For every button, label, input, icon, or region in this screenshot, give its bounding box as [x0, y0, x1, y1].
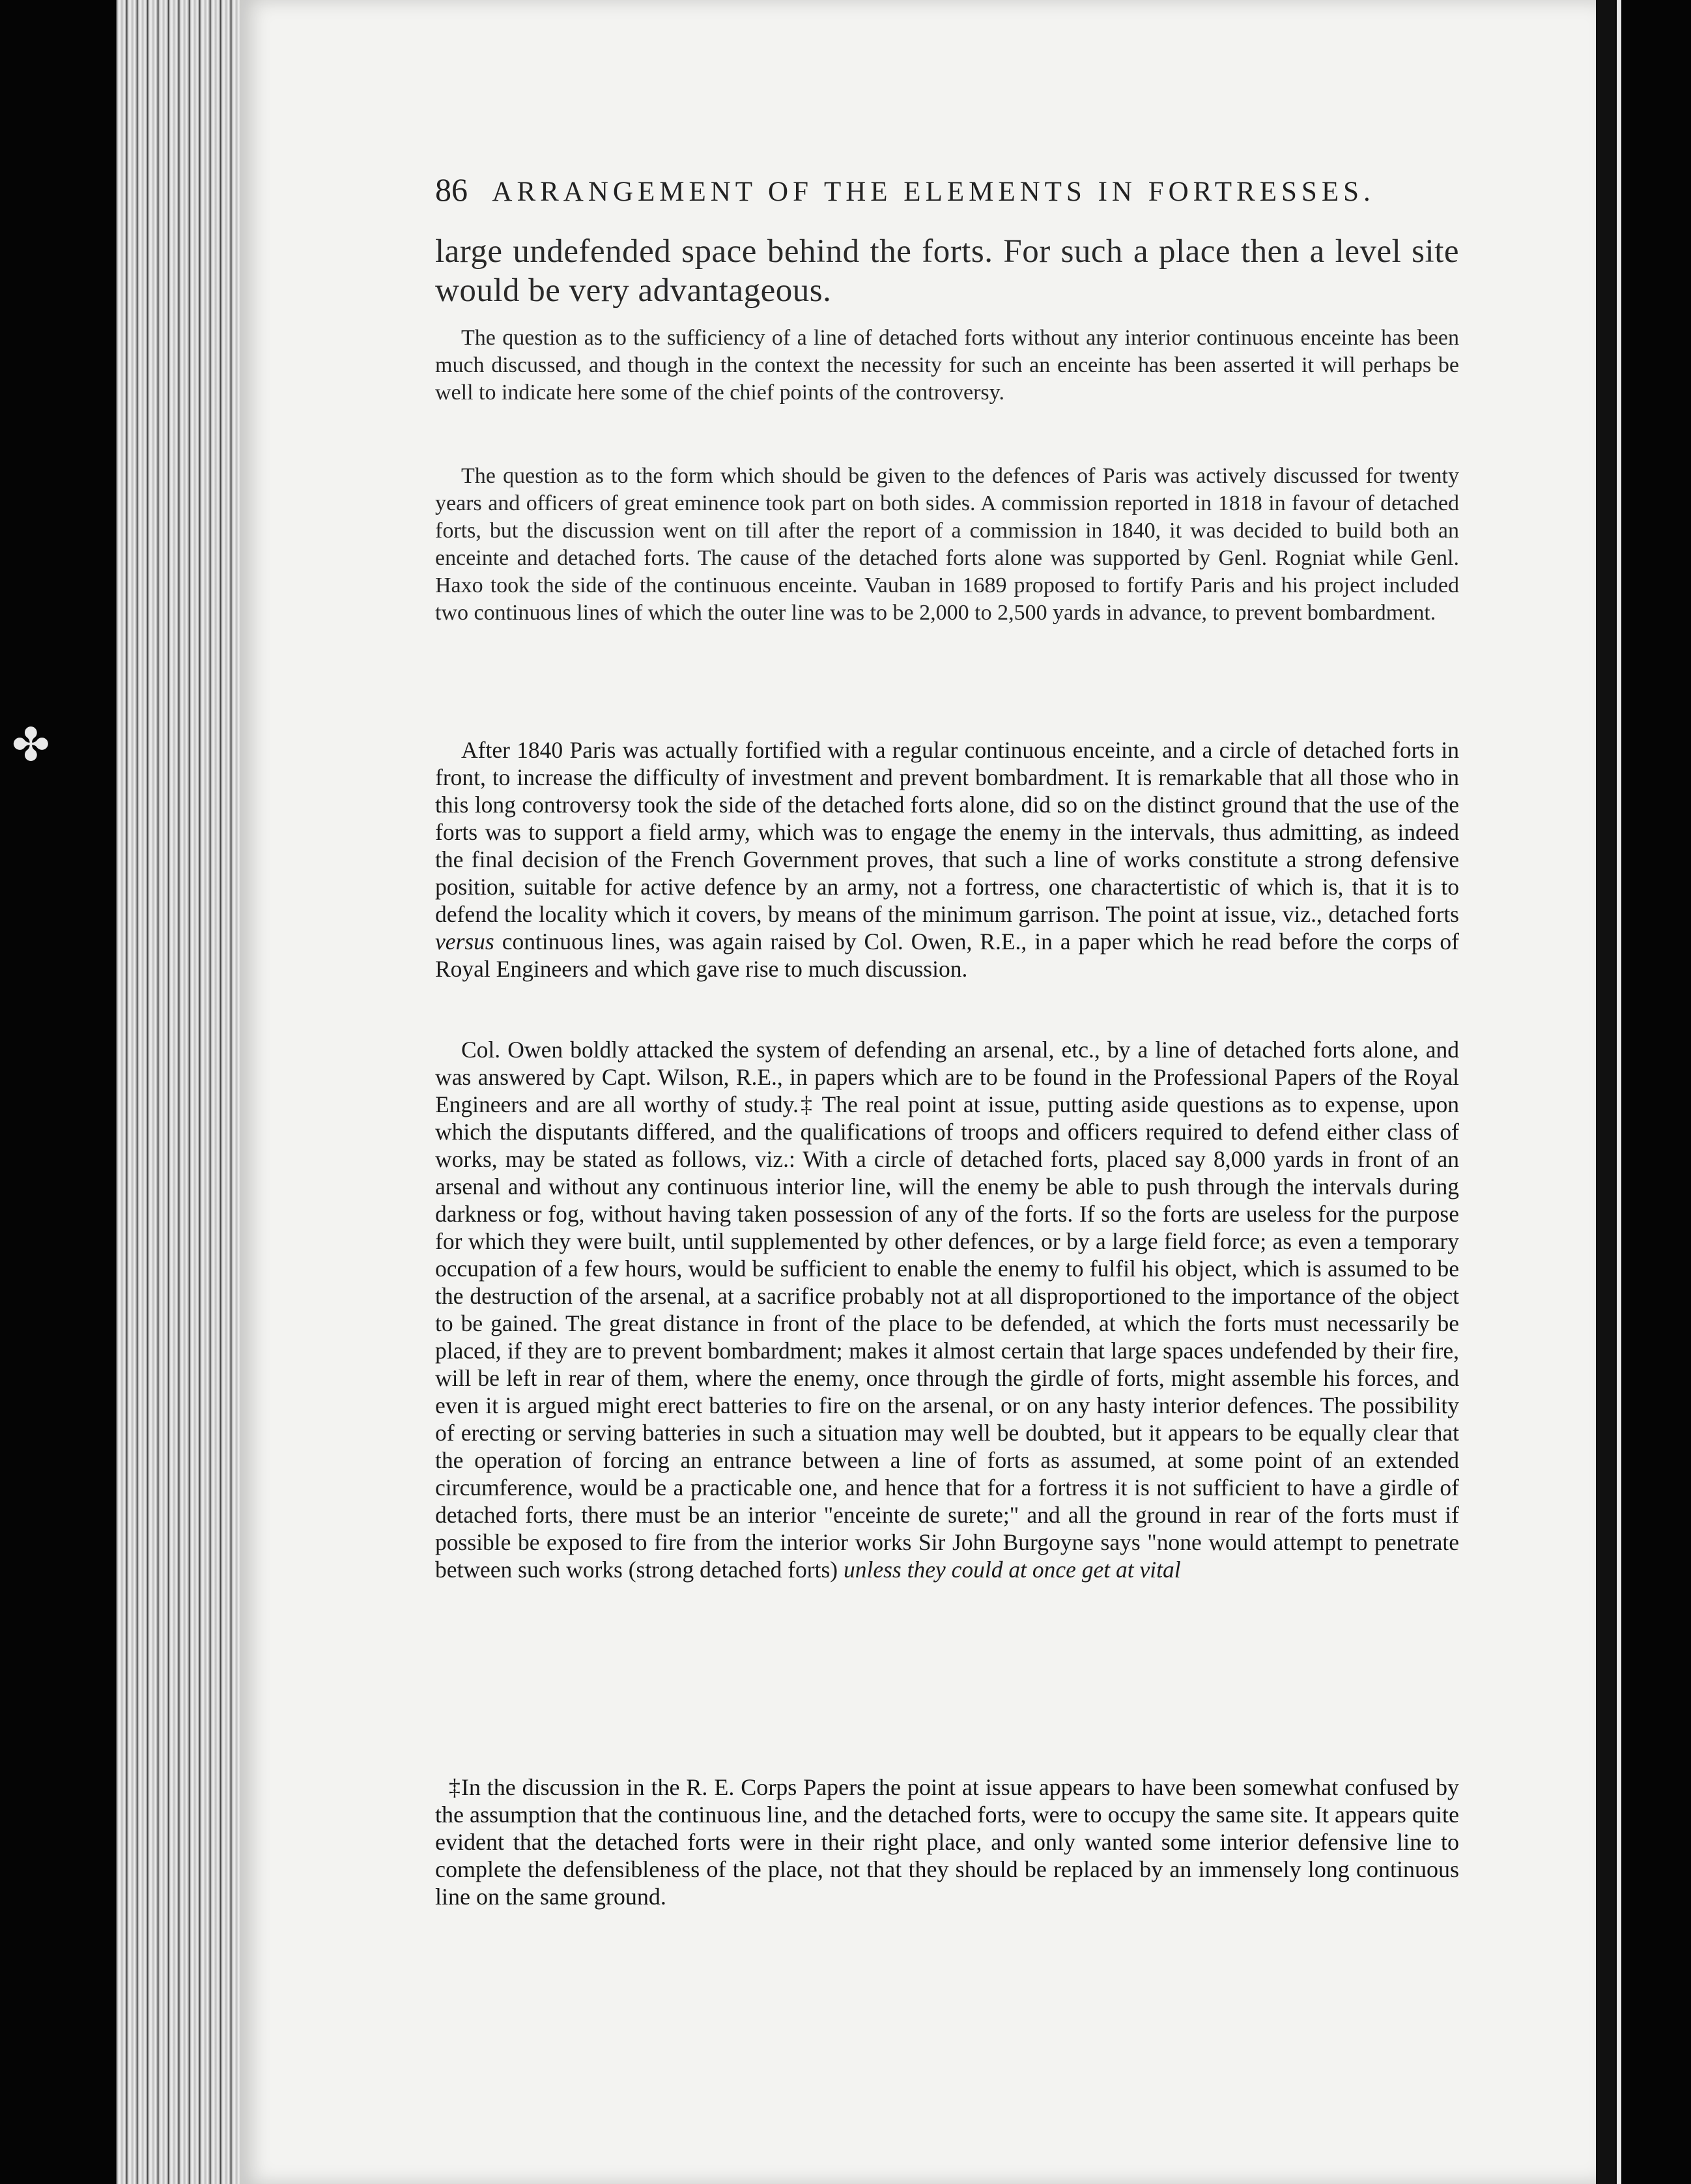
- paragraph-4: [435, 1036, 1459, 1583]
- lead-paragraph: [435, 232, 1459, 310]
- paragraph-2: [435, 463, 1459, 627]
- paragraph-1-text: The question as to the sufficiency of a line of detached forts without any interior continuous enceinte has been much discussed, and though in the context the necessity for such an enceinte has been asserted it will perhaps be well to indicate here some of the chief points of the controversy.: [435, 326, 1459, 405]
- paragraph-4-italic: unless they could at once get at vital: [843, 1557, 1181, 1583]
- book-page-edges: [116, 0, 240, 2184]
- margin-blot: ✤: [12, 721, 50, 771]
- page-number: 86: [435, 171, 468, 208]
- paragraph-3-text: After 1840 Paris was actually fortified with a regular continuous enceinte, and a circle of detached forts in front, to increase the difficulty of investment and prevent bombardment. It is remarkable that all those who in this long controversy took the side of the detached forts alone, did so on the distinct ground that the use of the forts was to support a field army, which was to engage the enemy in the intervals, thus admitting, as indeed the final decision of the French Government proves, that such a line of works constitute a strong defensive position, suitable for active defence by an army, not a fortress, one charactertistic of which is, that it is to defend the locality which it covers, by means of the minimum garrison. The point at issue, viz., detached forts: [435, 737, 1459, 927]
- facing-page-edge: [1617, 0, 1621, 2184]
- book-gutter: [1596, 0, 1615, 2184]
- paragraph-4-text: Col. Owen boldly attacked the system of defending an arsenal, etc., by a line of detached forts alone, and was answered by Capt. Wilson, R.E., in papers which are to be found in the Professional Papers of the Royal Engineers and are all worthy of study.‡ The real point at issue, putting aside questions as to expense, upon which the disputants differed, and the qualifications of troops and officers required to defend either class of works, may be stated as follows, viz.: With a circle of detached forts, placed say 8,000 yards in front of an arsenal and without any continuous interior line, will the enemy be able to push through the intervals during darkness or fog, without having taken possession of any of the forts. If so the forts are useless for the purpose for which they were built, until supplemented by other defences, or by a large field force; as even a temporary occupation of a few hours, would be sufficient to enable the enemy to fulfil his object, which is assumed to be the destruction of the arsenal, at a sacrifice probably not at all disproportioned to the importance of the object to be gained. The great distance in front of the place to be defended, at which the forts must necessarily be placed, if they are to prevent bombardment; makes it almost certain that large spaces undefended by their fire, will be left in rear of them, where the enemy, once through the girdle of forts, might assemble his forces, and even it is argued might erect batteries to fire on the arsenal, or on any hasty interior defences. The possibility of erecting or serving batteries in such a situation may well be doubted, but it appears to be equally clear that the operation of forcing an entrance between a line of forts as assumed, at some point of an extended circumference, would be a practicable one, and hence that for a fortress it is not sufficient to have a girdle of detached forts, there must be an interior "enceinte de surete;" and all the ground in rear of the forts must if possible be exposed to fire from the interior works Sir John Burgoyne says "none would attempt to penetrate between such works (strong detached forts): [435, 1037, 1459, 1583]
- paragraph-3-text-cont: continuous lines, was again raised by Col. Owen, R.E., in a paper which he read before the corps of Royal Engineers and which gave rise to much discussion.: [435, 928, 1459, 982]
- paragraph-1: [435, 324, 1459, 407]
- paragraph-2-text: The question as to the form which should be given to the defences of Paris was actively discussed for twenty years and officers of great eminence took part on both sides. A commission reported in 1818 in favour of detached forts, but the discussion went on till after the report of a commission in 1840, it was decided to build both an enceinte and detached forts. The cause of the detached forts alone was supported by Genl. Rogniat while Genl. Haxo took the side of the continuous enceinte. Vauban in 1689 proposed to fortify Paris and his project included two continuous lines of which the outer line was to be 2,000 to 2,500 yards in advance, to prevent bombardment.: [435, 464, 1459, 625]
- paragraph-3-italic: versus: [435, 928, 494, 955]
- lead-text: large undefended space behind the forts. For such a place then a level site would be very advantageous.: [435, 233, 1459, 309]
- running-title: ARRANGEMENT OF THE ELEMENTS IN FORTRESSES.: [492, 177, 1375, 207]
- footnote-text: ‡In the discussion in the R. E. Corps Papers the point at issue appears to have been somewhat confused by the assumption that the continuous line, and the detached forts, were to occupy the same site. It appears quite evident that the detached forts were in their right place, and only wanted some interior defensive line to complete the defensibleness of the place, not that they should be replaced by an immensely long continuous line on the same ground.: [435, 1774, 1459, 1910]
- paragraph-3: [435, 736, 1459, 983]
- running-header: [435, 171, 1375, 216]
- footnote: [435, 1774, 1459, 1910]
